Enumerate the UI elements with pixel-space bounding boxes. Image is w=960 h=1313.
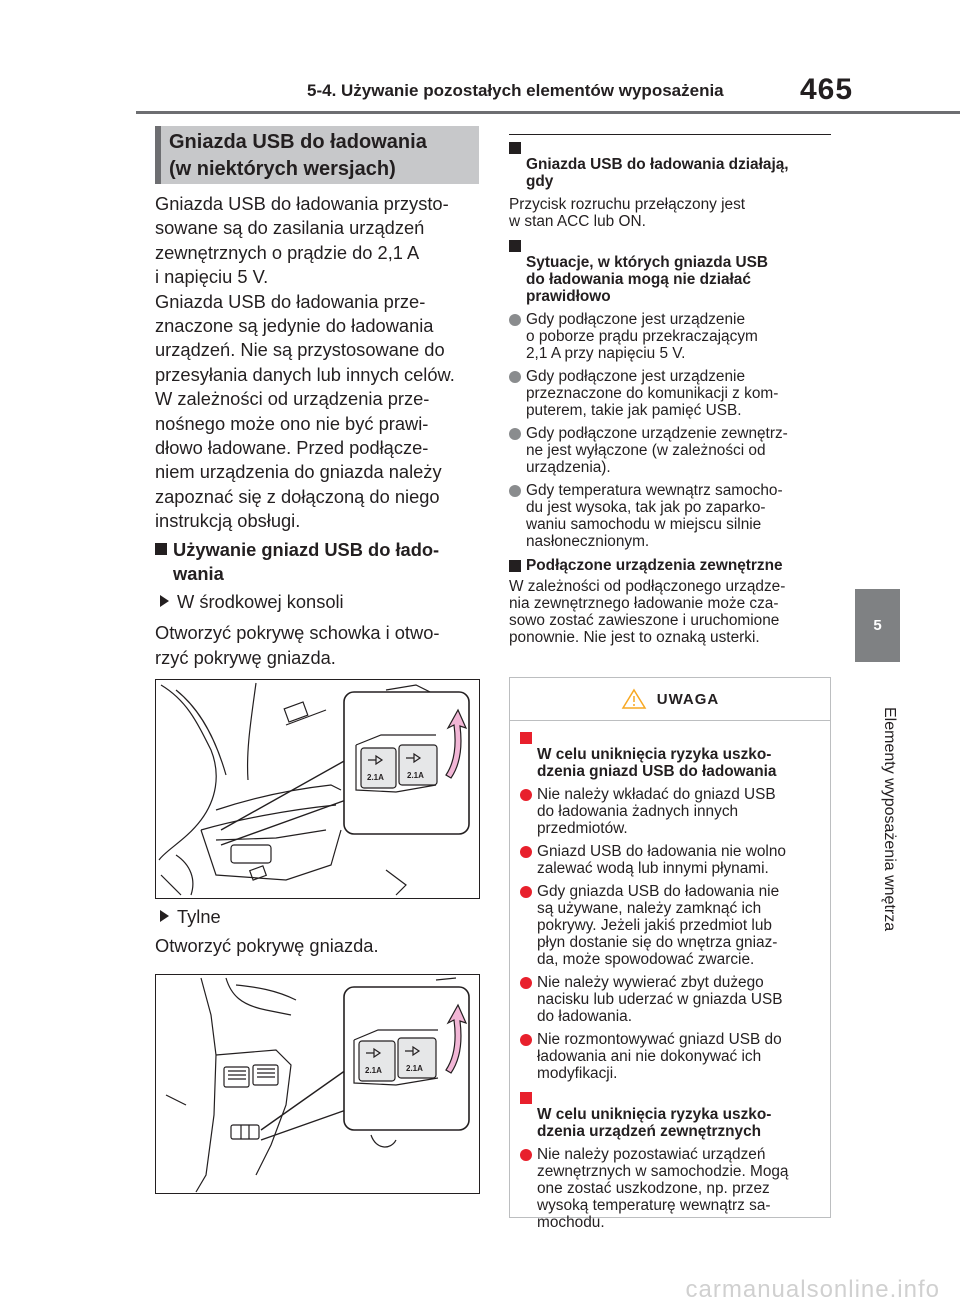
- list-item: [509, 368, 831, 419]
- caution-group2-heading-text: W celu uniknięcia ryzyka uszko- dzenia urządzeń zewnętrznych: [537, 1106, 772, 1140]
- caution-item-text: Nie należy wywierać zbyt dużego nacisku lub uderzać w gniazda USB do ładowania.: [537, 974, 783, 1025]
- caution-group2-heading: [520, 1089, 822, 1140]
- connected-text: W zależności od podłączonego urządze- nia zewnętrznego ładowanie może cza- sowo zostać zawieszone i uruchomione ponownie. Nie jest to oznaką usterki.: [509, 578, 786, 646]
- caution-body: [510, 721, 830, 1231]
- caution-box: [509, 677, 831, 1231]
- triangle-bullet-icon: [160, 595, 169, 607]
- list-item-text: Gdy podłączone urządzenie zewnętrz- ne jest wyłączone (w zależności od urządzenia).: [526, 425, 788, 476]
- bullet-dot-icon: [520, 1034, 532, 1046]
- list-item: [509, 482, 831, 550]
- intro-line: nośnego może ono nie być prawi-: [155, 412, 429, 434]
- header-rule: [136, 111, 960, 114]
- section-title-line1: Gniazda USB do ładowania: [169, 131, 427, 153]
- usage-heading: [155, 538, 480, 586]
- bullet-dot-icon: [520, 1149, 532, 1161]
- working-heading-text: Gniazda USB do ładowania działają, gdy: [526, 156, 789, 190]
- bullet-dot-icon: [520, 886, 532, 898]
- intro-line: Gniazda USB do ładowania przysto-: [155, 193, 449, 214]
- square-bullet-icon: [520, 732, 532, 744]
- bullet-dot-icon: [509, 428, 521, 440]
- front-instructions-line2: rzyć pokrywę gniazda.: [155, 647, 336, 668]
- caution-title: UWAGA: [656, 690, 720, 708]
- intro-line: i napięciu 5 V.: [155, 266, 269, 288]
- watermark: carmanualsonline.info: [685, 1276, 940, 1303]
- intro-line: dłowo ładowane. Przed podłącze-: [155, 437, 429, 459]
- bullet-dot-icon: [509, 314, 521, 326]
- caution-group1-heading: [520, 729, 822, 780]
- caution-header: [510, 678, 830, 721]
- caution-item: [520, 786, 822, 837]
- caution-group1-heading-text: W celu uniknięcia ryzyka uszko- dzenia gniazd USB do ładowania: [537, 746, 777, 780]
- list-item: [509, 425, 831, 476]
- intro-line: znaczone są jedynie do ładowania: [155, 315, 434, 337]
- caution-item: [520, 974, 822, 1025]
- caution-item: [520, 843, 822, 877]
- warning-triangle-icon: [621, 688, 647, 710]
- intro-line: urządzeń. Nie są przystosowane do: [155, 339, 445, 361]
- triangle-bullet-icon: [160, 910, 169, 922]
- chapter-tab[interactable]: 5: [855, 589, 900, 662]
- section-title-line2: (w niektórych wersjach): [169, 158, 396, 180]
- front-location-label: W środkowej konsoli: [177, 591, 344, 612]
- list-item-text: Gdy podłączone jest urządzenie o poborze prądu przekraczającym 2,1 A przy napięciu 5 V.: [526, 311, 758, 362]
- intro-line: Gniazda USB do ładowania prze-: [155, 290, 426, 312]
- rear-location-label: Tylne: [177, 906, 221, 927]
- rear-ports-illustration: [156, 975, 480, 1194]
- front-instructions-line1: Otworzyć pokrywę schowka i otwo-: [155, 622, 440, 643]
- square-bullet-icon: [520, 1092, 532, 1104]
- intro-line: zapoznać się z dołączoną do niego: [155, 485, 440, 507]
- right-column: [509, 135, 831, 646]
- section-title-bar: [155, 126, 161, 184]
- intro-line: niem urządzenia do gniazda należy: [155, 461, 442, 483]
- list-item-text: Gdy temperatura wewnątrz samocho- du jest wysoka, tak jak po zaparko- waniu samochodu w miejscu silnie nasłonecznionym.: [526, 482, 783, 550]
- intro-line: zewnętrznych o prądzie do 2,1 A: [155, 241, 420, 263]
- intro-paragraph: [155, 192, 480, 534]
- bullet-dot-icon: [520, 789, 532, 801]
- list-item-text: Gdy podłączone jest urządzenie przeznaczone do komunikacji z kom- puterem, takie jak pamięć USB.: [526, 368, 779, 419]
- caution-item-text: Gdy gniazda USB do ładowania nie są używane, należy zamknąć ich pokrywy. Jeżeli jakiś przedmiot lub płyn dostanie się do wnętrza gniaz- da, może spowodować zwarcie.: [537, 883, 780, 968]
- section-title-box: [155, 126, 479, 184]
- rear-instructions: Otworzyć pokrywę gniazda.: [155, 935, 379, 956]
- figure-center-console: [155, 679, 480, 899]
- bullet-dot-icon: [509, 371, 521, 383]
- intro-line: przesyłania danych lub innych celów.: [155, 363, 455, 385]
- front-location: [160, 591, 344, 613]
- center-console-illustration: [156, 680, 480, 899]
- caution-item: [520, 883, 822, 968]
- rear-location: [160, 906, 221, 928]
- port-label-front-left: 2.1A: [367, 773, 384, 782]
- square-bullet-icon: [155, 543, 167, 555]
- intro-line: sowane są do zasilania urządzeń: [155, 217, 425, 239]
- working-text: Przycisk rozruchu przełączony jest w stan ACC lub ON.: [509, 196, 746, 230]
- square-bullet-icon: [509, 560, 521, 572]
- usage-heading-line1: Używanie gniazd USB do łado-: [173, 539, 440, 560]
- caution-item-text: Nie należy pozostawiać urządzeń zewnętrznych w samochodzie. Mogą one zostać uszkodzone, np. przez wysoką temperaturę wewnątrz sa- mochodu.: [537, 1146, 789, 1231]
- chapter-label: Elementy wyposażenia wnętrza: [881, 706, 898, 932]
- port-label-rear-right: 2.1A: [406, 1064, 423, 1073]
- bullet-dot-icon: [520, 846, 532, 858]
- running-header-title: 5-4. Używanie pozostałych elementów wyposażenia: [307, 81, 724, 100]
- caution-item-text: Nie rozmontowywać gniazd USB do ładowania ani nie dokonywać ich modyfikacji.: [537, 1031, 782, 1082]
- port-label-front-right: 2.1A: [407, 771, 424, 780]
- page-number: 465: [800, 73, 854, 106]
- connected-heading-text: Podłączone urządzenia zewnętrzne: [526, 557, 783, 574]
- caution-item: [520, 1146, 822, 1231]
- square-bullet-icon: [509, 240, 521, 252]
- caution-item-text: Nie należy wkładać do gniazd USB do ładowania żadnych innych przedmiotów.: [537, 786, 776, 837]
- connected-heading: [509, 557, 831, 574]
- figure-rear-ports: [155, 974, 480, 1194]
- bullet-dot-icon: [509, 485, 521, 497]
- list-item: [509, 311, 831, 362]
- intro-line: instrukcją obsługi.: [155, 510, 301, 532]
- usage-heading-line2: wania: [173, 563, 224, 584]
- not-working-heading-text: Sytuacje, w których gniazda USB do ładowania mogą nie działać prawidłowo: [526, 254, 769, 305]
- not-working-heading: [509, 237, 831, 305]
- front-instructions: [155, 620, 439, 670]
- port-label-rear-left: 2.1A: [365, 1066, 382, 1075]
- caution-item-text: Gniazd USB do ładowania nie wolno zalewać wodą lub innymi płynami.: [537, 843, 786, 877]
- bullet-dot-icon: [520, 977, 532, 989]
- intro-line: W zależności od urządzenia prze-: [155, 388, 430, 410]
- caution-item: [520, 1031, 822, 1082]
- working-heading: [509, 139, 831, 190]
- square-bullet-icon: [509, 142, 521, 154]
